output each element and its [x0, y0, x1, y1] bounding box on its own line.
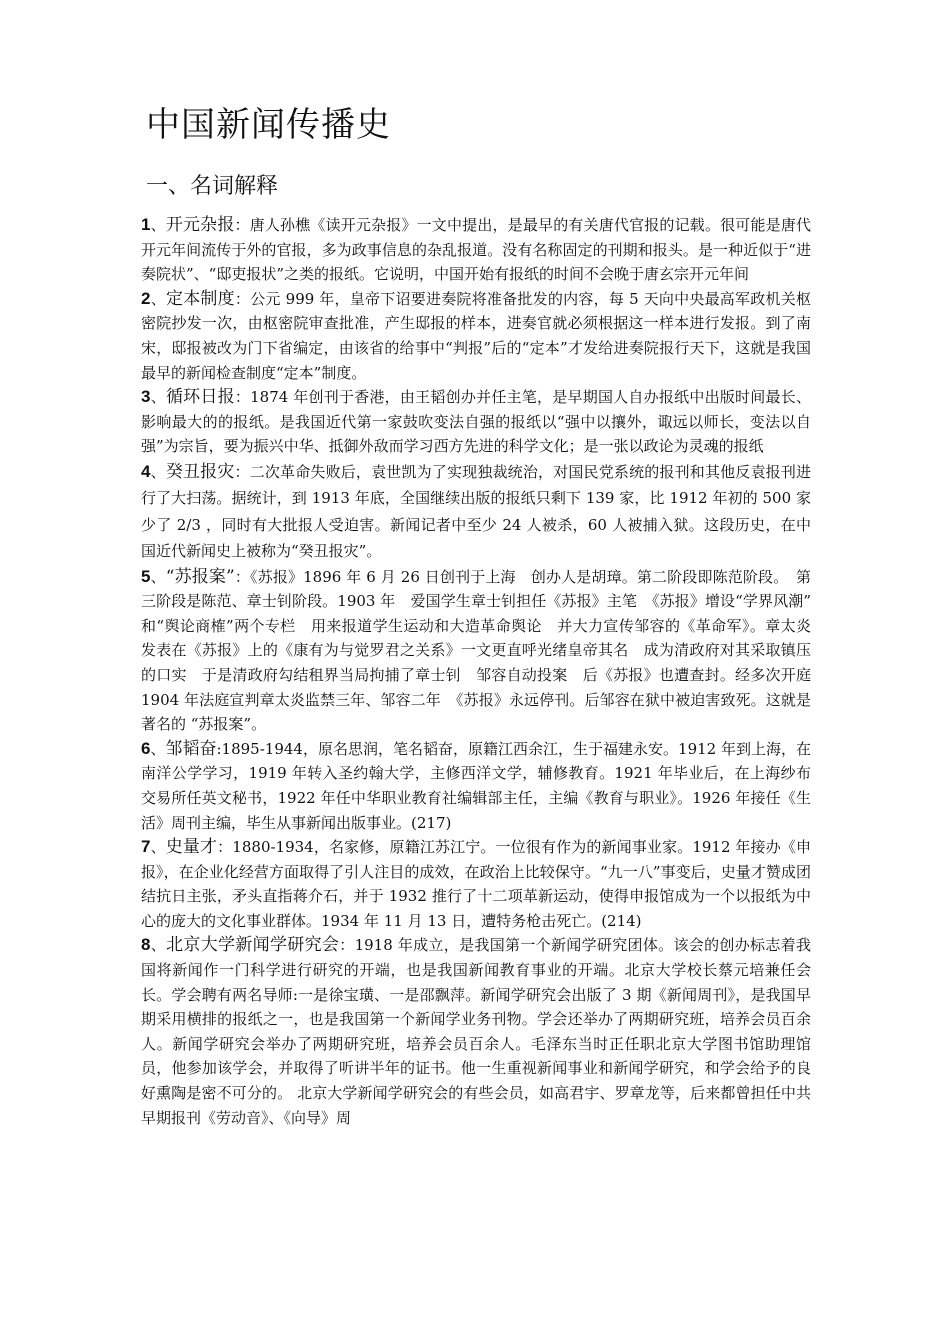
entry-number: 3 [141, 387, 151, 407]
entry-body: ：二次革命失败后，袁世凯为了实现独裁统治，对国民党系统的报刊和其他反袁报刊进行了大扫荡。据统计，到 1913 年底，全国继续出版的报纸只剩下 139 家，比 1912 年初的 500 家少了 2/3 ，同时有大批报人受迫害。新闻记者中至少 24 人被杀，60 人被捕入狱。这段历史，在中国近代新闻史上被称为“癸丑报灾”。 [141, 462, 811, 561]
entry-body: ：唐人孙樵《读开元杂报》一文中提出，是最早的有关唐代官报的记载。很可能是唐代开元年间流传于外的官报，多为政事信息的杂乱报道。没有名称固定的刊期和报头。是一种近似于“进奏院状”、“邸吏报状”之类的报纸。它说明，中国开始有报纸的时间不会晚于唐玄宗开元年间 [141, 216, 811, 284]
entry-body: :1895-1944，原名思润，笔名韬奋，原籍江西余江，生于福建永安。1912 年到上海，在南洋公学学习，1919 年转入圣约翰大学，主修西洋文学，辅修教育。1921 年毕业后，在上海纱布交易所任英文秘书，1922 年任中华职业教育社编辑部主任，主编《教育与职业》。1926 年接任《生活》周刊主编，毕生从事新闻出版事业。(217) [141, 739, 811, 832]
entry-separator: 、 [150, 936, 167, 955]
entry-term: 邹韬奋 [165, 738, 217, 759]
entry-separator: 、 [150, 388, 166, 407]
entry-number: 2 [141, 288, 151, 308]
term-entry-8 [141, 933, 811, 1130]
term-entry-4 [141, 459, 811, 565]
entry-term: 循环日报 [165, 387, 235, 408]
entry-term: 癸丑报灾 [165, 461, 235, 482]
term-list [141, 213, 827, 1130]
term-entry-2 [141, 287, 811, 385]
entry-body: ：《苏报》1896 年 6 月 26 日创刊于上海 创办人是胡璋。第二阶段即陈范阶段。 第三阶段是陈范、章士钊阶段。1903 年 爱国学生章士钊担任《苏报》主笔 《苏报》增设“学界风潮” 和“舆论商榷”两个专栏 用来报道学生运动和大造革命舆论 并大力宣传邹容的《革命军》。章太炎 发表在《苏报》上的《康有为与觉罗君之关系》一文更直呼光绪皇帝其名 成为清政府对其采取镇压的口实 于是清政府勾结租界当局拘捕了章士钊 邹容自动投案 后《苏报》也遭查封。经多次开庭 1904 年法庭宣判章太炎监禁三年、邹容二年 《苏报》永远停刊。后邹容在狱中被迫害致死。这就是著名的 “苏报案”。 [141, 567, 827, 734]
term-entry-3 [141, 385, 811, 459]
entry-number: 6 [141, 738, 151, 758]
section-heading: 一、名词解释 [146, 174, 279, 199]
entry-number: 5 [141, 566, 151, 586]
term-entry-1 [141, 213, 811, 287]
entry-term: “苏报案” [165, 566, 235, 587]
term-entry-6 [141, 737, 811, 835]
term-entry-7 [141, 835, 811, 933]
entry-separator: 、 [150, 462, 166, 481]
entry-term: 开元杂报 [165, 215, 235, 235]
term-entry-5 [141, 565, 827, 737]
entry-term: 史量才 [165, 837, 218, 858]
entry-separator: 、 [150, 289, 166, 308]
entry-body: ：1874 年创刊于香港，由王韬创办并任主笔，是早期国人自办报纸中出版时间最长、影响最大的的报纸。是我国近代第一家鼓吹变法自强的报纸以“强中以攘外，诹远以师长，变法以自强”为宗旨，要为振兴中华、抵御外敌而学习西方先进的科学文化；是一张以政论为灵魂的报纸 [141, 388, 811, 456]
entry-body: ：1918 年成立，是我国第一个新闻学研究团体。该会的创办标志着我国将新闻作一门科学进行研究的开端，也是我国新闻教育事业的开端。北京大学校长蔡元培兼任会长。学会聘有两名导师:一是徐宝璜、一是邵飘萍。新闻学研究会出版了 3 期《新闻周刊》，是我国早 期采用横排的报纸之一，也是我国第一个新闻学业务刊物。学会还举办了两期研究班，培养会员百余人。新闻学研究会举办了两期研究班，培养会员百余人。毛泽东当时正任职北京大学图书馆助理馆 员，他参加该学会，并取得了听讲半年的证书。他一生重视新闻事业和新闻学研究，和学会给予的良 好熏陶是密不可分的。 北京大学新闻学研究会的有些会员，如高君宇、罗章龙等，后来都曾担任中共早期报刊《劳动音》、《向导》周 [141, 936, 811, 1127]
entry-separator: 、 [150, 567, 166, 586]
entry-body: ：公元 999 年，皇帝下诏要进奏院将准备批发的内容，每 5 天向中央最高军政机关枢密院抄发一次，由枢密院审查批准，产生邸报的样本，进奏官就必须根据这一样本进行发报。到了南宋，邸报被改为门下省编定，由该省的给事中“判报”后的“定本”才发给进奏院报行天下，这就是我国最早的新闻检查制度“定本”制度。 [141, 289, 812, 382]
entry-term: 北京大学新闻学研究会 [166, 935, 340, 956]
entry-separator: 、 [150, 216, 166, 234]
entry-number: 7 [141, 837, 151, 857]
entry-separator: 、 [150, 838, 166, 857]
entry-number: 1 [141, 215, 151, 234]
document-title: 中国新闻传播史 [146, 105, 391, 145]
entry-number: 8 [141, 935, 151, 955]
entry-number: 4 [141, 461, 151, 481]
entry-separator: 、 [150, 739, 166, 758]
entry-term: 定本制度 [165, 288, 235, 309]
entry-body: ：1880-1934，名家修，原籍江苏江宁。一位很有作为的新闻事业家。1912 年接办《申报》，在企业化经营方面取得了引人注目的成效，在政治上比较保守。“九一八”事变后，史量才赞成团结抗日主张，矛头直指蒋介石，并于 1932 推行了十二项革新运动，使得申报馆成为一个以报纸为中心的庞大的文化事业群体。1934 年 11 月 13 日，遭特务枪击死亡。(214) [141, 838, 811, 930]
